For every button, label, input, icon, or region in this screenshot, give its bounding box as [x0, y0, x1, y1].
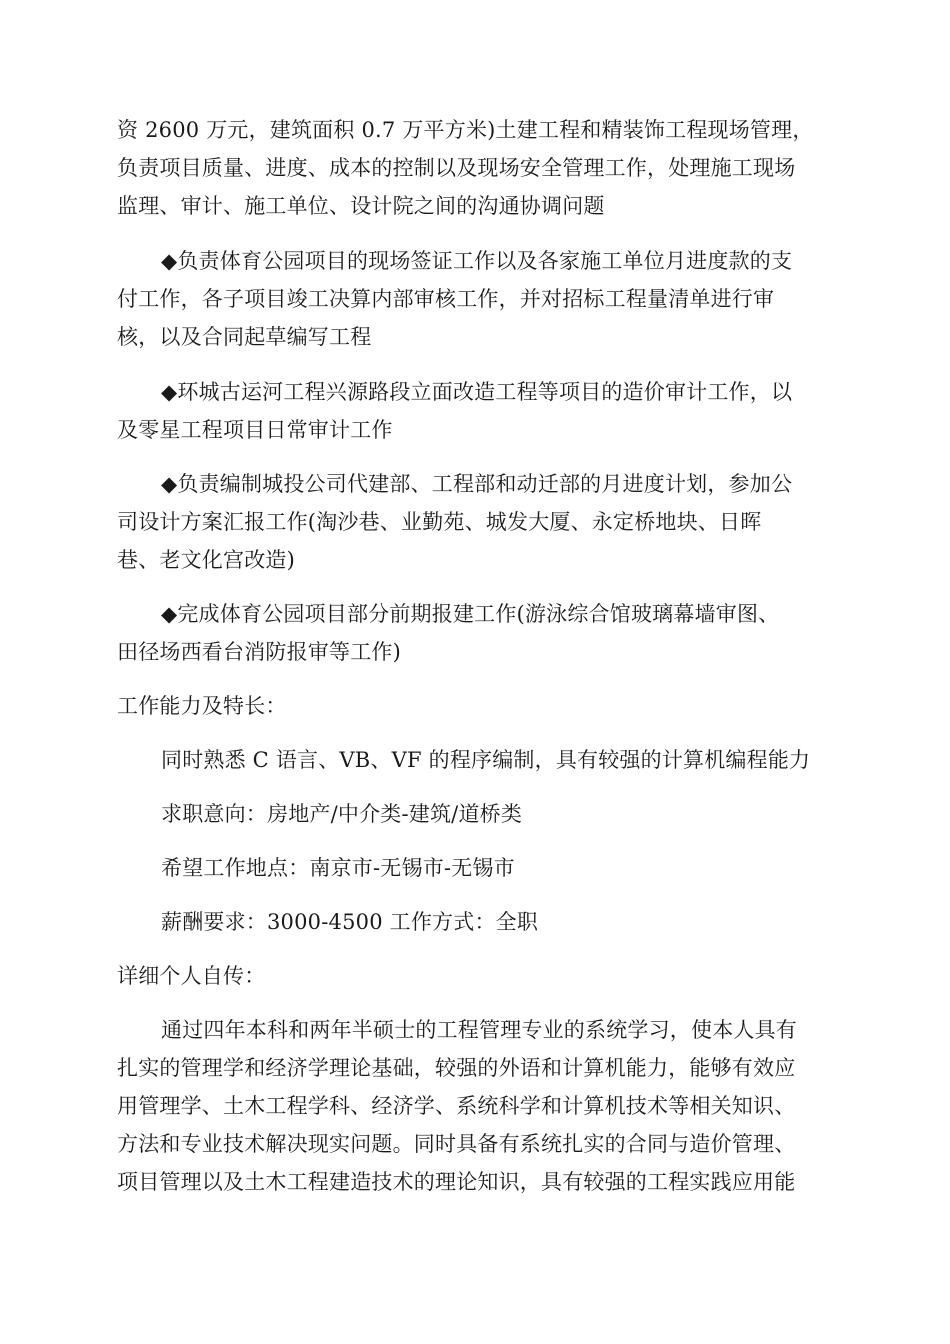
text-line: 资 2600 万元，建筑面积 0.7 万平方米)土建工程和精装饰工程现场管理， — [117, 118, 814, 142]
text-line: 核，以及合同起草编写工程 — [117, 325, 372, 349]
text-line: 希望工作地点：南京市-无锡市-无锡市 — [161, 856, 515, 880]
text-line: 巷、老文化宫改造) — [117, 548, 295, 572]
text-line: 用管理学、土木工程学科、经济学、系统科学和计算机技术等相关知识、 — [117, 1094, 796, 1118]
text-line: 付工作，各子项目竣工决算内部审核工作，并对招标工程量清单进行审 — [117, 287, 775, 311]
text-line: 司设计方案汇报工作(淘沙巷、业勤苑、城发大厦、永定桥地块、日晖 — [117, 510, 762, 534]
text-line: 田径场西看台消防报审等工作) — [117, 640, 401, 664]
section-heading: 工作能力及特长： — [117, 694, 287, 718]
text-line: 薪酬要求：3000-4500 工作方式：全职 — [161, 910, 539, 934]
text-line: 及零星工程项目日常审计工作 — [117, 418, 393, 442]
text-line: 通过四年本科和两年半硕士的工程管理专业的系统学习，使本人具有 — [161, 1018, 797, 1042]
section-heading: 详细个人自传： — [117, 964, 266, 988]
text-line: 同时熟悉 C 语言、VB、VF 的程序编制，具有较强的计算机编程能力 — [161, 748, 811, 772]
text-line: 扎实的管理学和经济学理论基础，较强的外语和计算机能力，能够有效应 — [117, 1056, 796, 1080]
bullet-item: ◆负责编制城投公司代建部、工程部和动迁部的月进度计划，参加公 — [161, 472, 793, 496]
text-line: 项目管理以及土木工程建造技术的理论知识，具有较强的工程实践应用能 — [117, 1170, 796, 1194]
text-line: 方法和专业技术解决现实问题。同时具备有系统扎实的合同与造价管理、 — [117, 1132, 796, 1156]
text-line: 监理、审计、施工单位、设计院之间的沟通协调问题 — [117, 194, 605, 218]
bullet-item: ◆环城古运河工程兴源路段立面改造工程等项目的造价审计工作，以 — [161, 380, 793, 404]
bullet-item: ◆负责体育公园项目的现场签证工作以及各家施工单位月进度款的支 — [161, 249, 793, 273]
text-line: 负责项目质量、进度、成本的控制以及现场安全管理工作，处理施工现场 — [117, 156, 796, 180]
text-line: 求职意向：房地产/中介类-建筑/道桥类 — [161, 802, 523, 826]
bullet-item: ◆完成体育公园项目部分前期报建工作(游泳综合馆玻璃幕墙审图、 — [161, 602, 780, 626]
